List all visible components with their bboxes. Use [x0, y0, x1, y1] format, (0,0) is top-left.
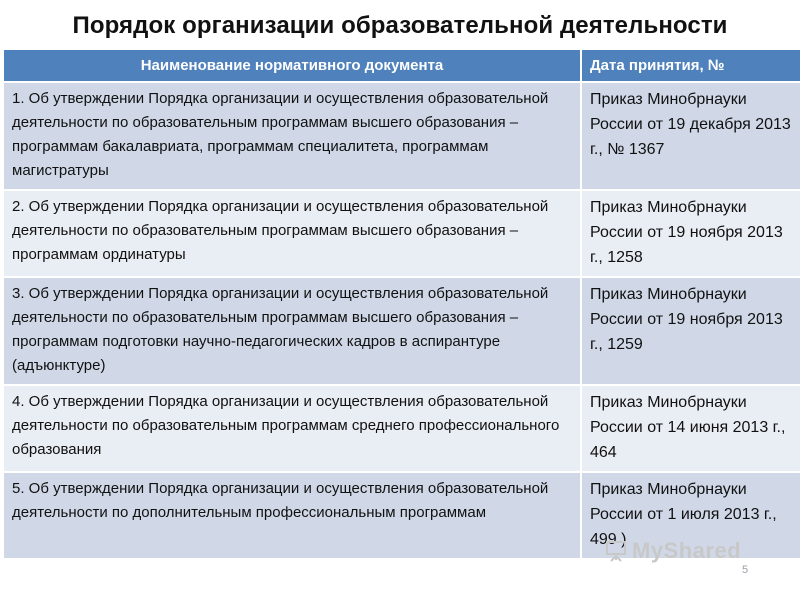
slide-title: Порядок организации образовательной деятельности — [72, 12, 728, 39]
column-header-date: Дата принятия, № — [581, 49, 800, 82]
document-name-cell: 1. Об утверждении Порядка организации и осуществления образовательной деятельности по образовательным программам высшего образования – программам бакалавриата, программам специалитета, программам магистратуры — [3, 82, 581, 190]
table-row — [3, 82, 800, 190]
presentation-icon — [604, 539, 628, 563]
document-date-cell: Приказ Минобрнауки России от 19 ноября 2013 г., 1259 — [581, 277, 800, 385]
page-number: 5 — [742, 564, 749, 576]
watermark-text: MyShared — [632, 538, 742, 563]
document-date-cell: Приказ Минобрнауки России от 14 июня 2013 г., 464 — [581, 385, 800, 472]
document-name-cell: 3. Об утверждении Порядка организации и осуществления образовательной деятельности по образовательным программам высшего образования – программам подготовки научно-педагогических кадров в аспирантуре (адъюнктуре) — [3, 277, 581, 385]
document-date-cell: Приказ Минобрнауки России от 1 июля 2013 г., 499 ) — [581, 472, 800, 559]
table-row — [3, 385, 800, 472]
watermark — [604, 538, 741, 564]
document-name-cell: 5. Об утверждении Порядка организации и осуществления образовательной деятельности по дополнительным профессиональным программам — [3, 472, 581, 559]
table-header-row — [3, 49, 800, 82]
table-row — [3, 277, 800, 385]
document-name-cell: 4. Об утверждении Порядка организации и осуществления образовательной деятельности по образовательным программам среднего профессионального образования — [3, 385, 581, 472]
document-name-cell: 2. Об утверждении Порядка организации и осуществления образовательной деятельности по образовательным программам высшего образования – программам ординатуры — [3, 190, 581, 277]
documents-table — [2, 48, 800, 560]
document-date-cell: Приказ Минобрнауки России от 19 ноября 2013 г., 1258 — [581, 190, 800, 277]
document-date-cell: Приказ Минобрнауки России от 19 декабря 2013 г., № 1367 — [581, 82, 800, 190]
column-header-document: Наименование нормативного документа — [3, 49, 581, 82]
table-row — [3, 190, 800, 277]
